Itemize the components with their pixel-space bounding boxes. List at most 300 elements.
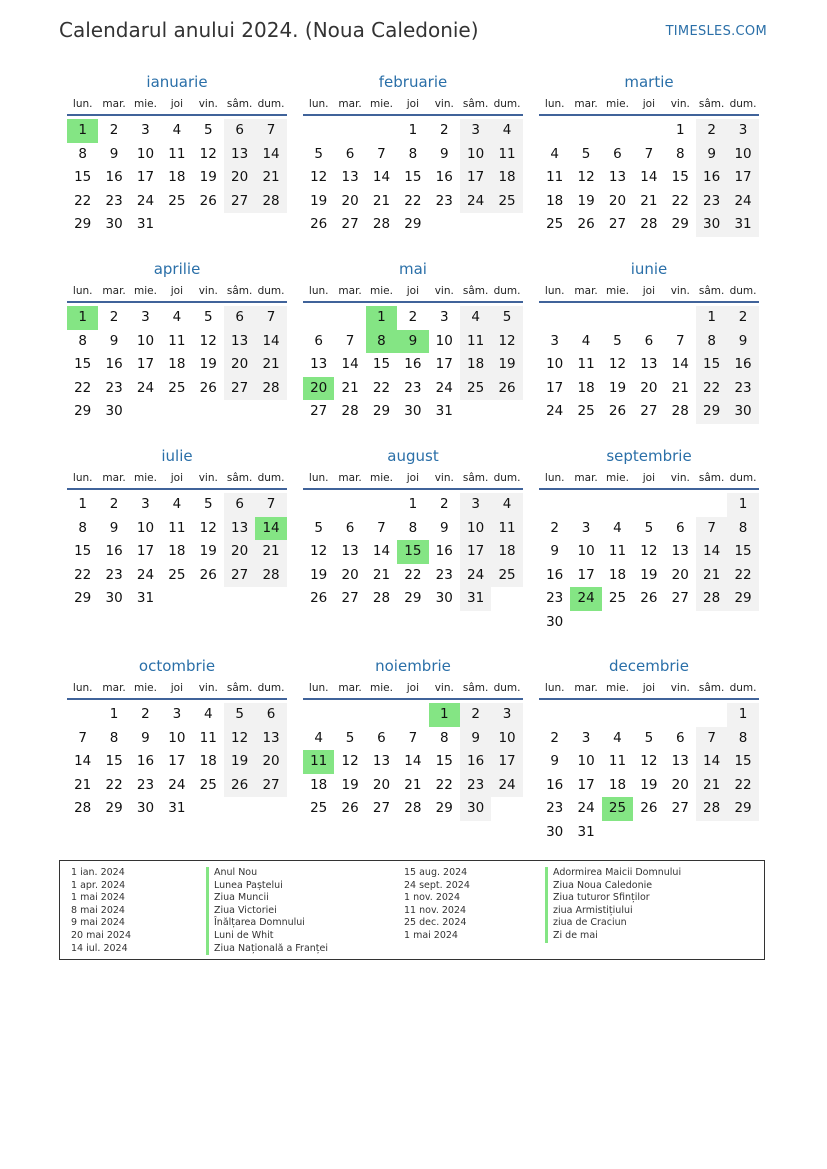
day-cell: 26 xyxy=(640,590,658,607)
day-cell: 5 xyxy=(644,729,654,746)
day-cell: 2 xyxy=(109,309,119,325)
day-cell: 18 xyxy=(577,379,595,396)
day-cell: 28 xyxy=(74,800,92,817)
month-name: noiembrie xyxy=(375,657,451,675)
day-cell: 15 xyxy=(671,169,689,186)
day-cell: 27 xyxy=(608,216,627,233)
day-cell: 4 xyxy=(460,306,491,330)
empty-cell xyxy=(633,119,664,143)
day-cell: 5 xyxy=(224,703,255,727)
day-cell: 10 xyxy=(577,543,595,560)
empty-cell xyxy=(334,703,365,727)
empty-cell xyxy=(633,703,664,727)
day-cell: 19 xyxy=(640,776,658,793)
day-cell: 22 xyxy=(696,377,727,401)
day-cell: 30 xyxy=(727,400,758,424)
month-august xyxy=(303,444,523,611)
day-cell: 13 xyxy=(671,543,689,560)
empty-cell xyxy=(397,703,428,727)
day-cell: 19 xyxy=(491,353,522,377)
day-cell: 25 xyxy=(168,192,186,209)
weekday-label: dum. xyxy=(257,285,285,297)
day-cell: 2 xyxy=(439,122,449,138)
day-cell: 20 xyxy=(341,192,359,209)
month-name: iulie xyxy=(161,447,193,465)
weekday-label: vin. xyxy=(670,682,690,694)
day-grid xyxy=(67,493,287,611)
day-cell: 4 xyxy=(172,122,182,138)
day-cell: 10 xyxy=(577,753,595,770)
legend-names-col-2 xyxy=(545,867,681,943)
weekday-label: mar. xyxy=(574,682,598,694)
empty-cell xyxy=(602,306,633,330)
day-cell: 8 xyxy=(78,145,87,162)
empty-cell xyxy=(303,119,334,143)
day-cell: 28 xyxy=(404,800,422,817)
day-cell: 17 xyxy=(577,566,595,583)
holiday-day-cell: 25 xyxy=(602,797,633,821)
day-cell: 13 xyxy=(310,356,328,373)
day-cell: 17 xyxy=(435,356,453,373)
day-grid xyxy=(67,703,287,821)
day-cell: 16 xyxy=(460,750,491,774)
weekday-label: vin. xyxy=(198,285,218,297)
day-cell: 26 xyxy=(199,192,217,209)
day-cell: 15 xyxy=(404,169,422,186)
day-cell: 24 xyxy=(136,566,155,583)
legend-holiday-name: Adormirea Maicii Domnului xyxy=(545,867,681,880)
day-cell: 23 xyxy=(435,566,453,583)
month-name: ianuarie xyxy=(146,73,208,91)
day-cell: 7 xyxy=(377,519,386,536)
weekday-label: lun. xyxy=(72,285,93,297)
day-cell: 3 xyxy=(460,119,491,143)
weekday-label: mie. xyxy=(134,285,157,297)
empty-cell xyxy=(570,306,601,330)
weekday-label: dum. xyxy=(493,682,521,694)
day-cell: 3 xyxy=(141,309,150,325)
day-cell: 11 xyxy=(168,332,186,349)
legend-holiday-name: Ziua Victoriei xyxy=(206,905,328,918)
day-cell: 8 xyxy=(675,145,685,162)
holiday-legend xyxy=(59,860,765,960)
day-cell: 17 xyxy=(168,753,186,770)
day-cell: 13 xyxy=(341,543,359,560)
holiday-day-cell: 11 xyxy=(303,750,334,774)
day-cell: 18 xyxy=(199,753,217,770)
day-cell: 15 xyxy=(74,543,92,560)
weekday-label: sâm. xyxy=(462,472,489,484)
day-cell: 31 xyxy=(577,823,595,840)
day-cell: 2 xyxy=(550,519,559,536)
day-cell: 20 xyxy=(224,166,255,190)
weekday-label: dum. xyxy=(729,98,757,110)
empty-cell xyxy=(665,493,696,517)
day-cell: 1 xyxy=(408,496,418,512)
month-name: decembrie xyxy=(609,657,689,675)
day-cell: 11 xyxy=(577,356,595,373)
day-cell: 7 xyxy=(675,332,685,349)
day-cell: 24 xyxy=(577,800,595,817)
day-cell: 2 xyxy=(439,496,449,512)
day-grid xyxy=(539,306,759,424)
holiday-day-cell: 1 xyxy=(67,306,98,330)
day-cell: 15 xyxy=(727,540,758,564)
day-cell: 2 xyxy=(109,122,119,138)
day-cell: 10 xyxy=(136,332,155,349)
day-cell: 8 xyxy=(109,729,119,746)
day-cell: 19 xyxy=(199,169,217,186)
day-cell: 8 xyxy=(408,519,418,536)
day-cell: 10 xyxy=(136,519,155,536)
day-cell: 6 xyxy=(224,493,255,517)
day-cell: 18 xyxy=(460,353,491,377)
legend-date: 15 aug. 2024 xyxy=(404,867,468,878)
day-cell: 11 xyxy=(168,145,186,162)
day-cell: 7 xyxy=(377,145,386,162)
day-cell: 8 xyxy=(78,332,87,349)
day-cell: 30 xyxy=(460,797,491,821)
empty-cell xyxy=(633,306,664,330)
day-cell: 27 xyxy=(341,216,359,233)
day-cell: 13 xyxy=(224,143,255,167)
day-cell: 6 xyxy=(224,119,255,143)
day-cell: 28 xyxy=(372,590,391,607)
day-cell: 23 xyxy=(404,379,422,396)
legend-dates-col-2 xyxy=(404,867,470,943)
weekday-label: dum. xyxy=(257,682,285,694)
day-cell: 21 xyxy=(255,353,286,377)
month-noiembrie xyxy=(303,654,523,821)
empty-cell xyxy=(67,703,98,727)
day-cell: 4 xyxy=(550,145,559,162)
day-cell: 24 xyxy=(136,192,155,209)
day-cell: 6 xyxy=(377,729,386,746)
day-cell: 20 xyxy=(341,566,359,583)
day-cell: 9 xyxy=(550,753,559,770)
day-cell: 11 xyxy=(491,517,522,541)
day-cell: 14 xyxy=(372,543,391,560)
legend-holiday-name: ziua Armistițiului xyxy=(545,905,681,918)
legend-date: 25 dec. 2024 xyxy=(404,917,467,929)
weekday-label: vin. xyxy=(198,472,218,484)
weekday-label: vin. xyxy=(198,98,218,110)
day-cell: 12 xyxy=(310,169,328,186)
day-cell: 27 xyxy=(310,403,328,420)
brand-link[interactable]: TIMESLES.COM xyxy=(665,24,767,39)
day-cell: 7 xyxy=(78,729,87,746)
day-cell: 29 xyxy=(435,800,453,817)
day-cell: 23 xyxy=(435,192,453,209)
day-cell: 19 xyxy=(341,776,359,793)
day-cell: 12 xyxy=(608,356,627,373)
day-cell: 13 xyxy=(640,356,658,373)
day-cell: 23 xyxy=(105,192,123,209)
day-cell: 24 xyxy=(435,379,453,396)
day-cell: 24 xyxy=(136,379,155,396)
day-cell: 26 xyxy=(608,403,627,420)
weekday-label: lun. xyxy=(544,682,565,694)
day-cell: 2 xyxy=(727,306,758,330)
empty-cell xyxy=(303,493,334,517)
weekday-label: dum. xyxy=(493,285,521,297)
day-cell: 18 xyxy=(491,166,522,190)
day-cell: 30 xyxy=(105,590,123,607)
weekday-label: vin. xyxy=(434,472,454,484)
legend-holiday-name: Anul Nou xyxy=(206,867,328,880)
weekday-label: lun. xyxy=(308,472,329,484)
empty-cell xyxy=(665,306,696,330)
weekday-header xyxy=(539,468,759,490)
day-cell: 1 xyxy=(727,703,758,727)
month-octombrie xyxy=(67,654,287,821)
day-cell: 6 xyxy=(345,519,355,536)
weekday-label: mar. xyxy=(338,472,362,484)
weekday-label: mar. xyxy=(338,98,362,110)
weekday-label: lun. xyxy=(72,472,93,484)
empty-cell xyxy=(539,119,570,143)
month-ianuarie xyxy=(67,70,287,237)
day-cell: 27 xyxy=(671,800,689,817)
day-cell: 31 xyxy=(168,800,186,817)
day-cell: 13 xyxy=(224,517,255,541)
day-cell: 21 xyxy=(696,564,727,588)
day-cell: 5 xyxy=(314,145,323,162)
day-cell: 23 xyxy=(727,377,758,401)
day-cell: 6 xyxy=(613,145,622,162)
day-cell: 17 xyxy=(460,166,491,190)
weekday-label: lun. xyxy=(544,285,565,297)
empty-cell xyxy=(570,703,601,727)
empty-cell xyxy=(696,703,727,727)
legend-date: 11 nov. 2024 xyxy=(404,904,467,916)
day-grid xyxy=(539,493,759,635)
day-cell: 16 xyxy=(727,353,758,377)
empty-cell xyxy=(366,119,397,143)
day-cell: 23 xyxy=(136,776,155,793)
day-cell: 15 xyxy=(372,356,391,373)
weekday-label: mar. xyxy=(574,472,598,484)
day-cell: 29 xyxy=(74,590,92,607)
day-cell: 29 xyxy=(404,216,422,233)
day-cell: 21 xyxy=(671,379,689,396)
day-cell: 12 xyxy=(199,145,217,162)
day-cell: 21 xyxy=(255,166,286,190)
day-cell: 1 xyxy=(78,496,87,512)
day-cell: 21 xyxy=(696,774,727,798)
legend-holiday-name: Ziua Noua Caledonie xyxy=(545,880,681,893)
day-cell: 30 xyxy=(105,403,123,420)
day-cell: 25 xyxy=(491,190,522,214)
day-cell: 12 xyxy=(310,543,328,560)
day-cell: 15 xyxy=(105,753,123,770)
day-cell: 28 xyxy=(255,564,286,588)
day-cell: 19 xyxy=(310,192,328,209)
day-cell: 8 xyxy=(727,727,758,751)
day-cell: 25 xyxy=(491,564,522,588)
day-cell: 4 xyxy=(491,493,522,517)
weekday-label: mie. xyxy=(134,98,157,110)
day-cell: 27 xyxy=(640,403,658,420)
day-cell: 6 xyxy=(314,332,323,349)
day-cell: 16 xyxy=(546,566,564,583)
weekday-header xyxy=(67,281,287,303)
day-cell: 9 xyxy=(141,729,150,746)
day-cell: 17 xyxy=(491,750,522,774)
day-cell: 7 xyxy=(345,332,355,349)
day-cell: 5 xyxy=(314,519,323,536)
day-cell: 31 xyxy=(460,587,491,611)
day-cell: 24 xyxy=(491,774,522,798)
empty-cell xyxy=(539,703,570,727)
day-cell: 15 xyxy=(435,753,453,770)
day-cell: 26 xyxy=(310,590,328,607)
legend-holiday-name: Înălțarea Domnului xyxy=(206,917,328,930)
day-cell: 23 xyxy=(105,566,123,583)
day-cell: 13 xyxy=(671,753,689,770)
day-cell: 3 xyxy=(141,496,150,512)
month-iunie xyxy=(539,257,759,424)
month-aprilie xyxy=(67,257,287,424)
weekday-label: vin. xyxy=(434,98,454,110)
weekday-label: dum. xyxy=(729,472,757,484)
day-cell: 19 xyxy=(640,566,658,583)
day-cell: 8 xyxy=(696,330,727,354)
weekday-label: joi xyxy=(642,98,655,110)
day-cell: 5 xyxy=(613,332,622,349)
day-cell: 14 xyxy=(255,143,286,167)
day-cell: 12 xyxy=(199,332,217,349)
day-cell: 2 xyxy=(109,496,119,512)
day-cell: 26 xyxy=(310,216,328,233)
weekday-label: sâm. xyxy=(226,98,253,110)
empty-cell xyxy=(303,306,334,330)
weekday-header xyxy=(303,94,523,116)
weekday-label: sâm. xyxy=(226,472,253,484)
day-cell: 26 xyxy=(199,379,217,396)
day-cell: 9 xyxy=(727,330,758,354)
day-cell: 13 xyxy=(372,753,391,770)
weekday-label: mar. xyxy=(102,472,126,484)
weekday-label: sâm. xyxy=(226,682,253,694)
day-cell: 3 xyxy=(581,519,591,536)
holiday-day-cell: 1 xyxy=(67,119,98,143)
day-cell: 28 xyxy=(255,190,286,214)
weekday-label: lun. xyxy=(308,98,329,110)
day-cell: 9 xyxy=(550,543,559,560)
day-cell: 16 xyxy=(105,356,123,373)
day-cell: 31 xyxy=(136,216,155,233)
day-cell: 22 xyxy=(372,379,391,396)
day-grid xyxy=(539,703,759,845)
day-cell: 5 xyxy=(581,145,591,162)
day-cell: 16 xyxy=(696,166,727,190)
day-cell: 28 xyxy=(341,403,359,420)
day-cell: 29 xyxy=(671,216,689,233)
day-cell: 22 xyxy=(404,566,422,583)
day-cell: 28 xyxy=(255,377,286,401)
weekday-header xyxy=(539,94,759,116)
day-cell: 9 xyxy=(439,519,449,536)
month-name: martie xyxy=(624,73,674,91)
day-cell: 22 xyxy=(74,379,92,396)
day-cell: 11 xyxy=(491,143,522,167)
day-cell: 5 xyxy=(345,729,355,746)
day-cell: 27 xyxy=(224,190,255,214)
day-cell: 1 xyxy=(727,493,758,517)
day-cell: 15 xyxy=(74,356,92,373)
holiday-day-cell: 20 xyxy=(303,377,334,401)
weekday-label: mie. xyxy=(370,285,393,297)
holiday-day-cell: 15 xyxy=(397,540,428,564)
day-cell: 14 xyxy=(404,753,422,770)
day-cell: 31 xyxy=(435,403,453,420)
day-cell: 22 xyxy=(74,566,92,583)
day-cell: 11 xyxy=(608,543,627,560)
day-grid xyxy=(303,119,523,237)
day-cell: 21 xyxy=(341,379,359,396)
day-cell: 31 xyxy=(136,590,155,607)
day-cell: 19 xyxy=(310,566,328,583)
day-cell: 14 xyxy=(341,356,359,373)
day-cell: 16 xyxy=(136,753,155,770)
weekday-label: joi xyxy=(642,472,655,484)
day-cell: 18 xyxy=(491,540,522,564)
weekday-label: lun. xyxy=(72,682,93,694)
day-grid xyxy=(539,119,759,237)
day-cell: 29 xyxy=(74,403,92,420)
legend-date: 1 apr. 2024 xyxy=(71,879,126,891)
weekday-label: joi xyxy=(642,285,655,297)
day-cell: 30 xyxy=(136,800,155,817)
day-cell: 26 xyxy=(577,216,595,233)
weekday-label: mar. xyxy=(338,285,362,297)
weekday-label: vin. xyxy=(670,472,690,484)
day-cell: 20 xyxy=(255,750,286,774)
legend-date: 20 mai 2024 xyxy=(71,929,132,941)
day-cell: 9 xyxy=(439,145,449,162)
day-cell: 29 xyxy=(696,400,727,424)
day-cell: 17 xyxy=(136,169,155,186)
day-cell: 21 xyxy=(640,192,658,209)
day-cell: 19 xyxy=(199,356,217,373)
day-cell: 26 xyxy=(199,566,217,583)
day-cell: 10 xyxy=(435,332,453,349)
weekday-label: mar. xyxy=(338,682,362,694)
day-cell: 15 xyxy=(696,353,727,377)
day-cell: 27 xyxy=(224,564,255,588)
day-cell: 14 xyxy=(255,330,286,354)
weekday-label: dum. xyxy=(729,682,757,694)
weekday-label: lun. xyxy=(308,285,329,297)
day-cell: 9 xyxy=(696,143,727,167)
day-cell: 14 xyxy=(372,169,391,186)
day-cell: 1 xyxy=(696,306,727,330)
day-cell: 26 xyxy=(224,774,255,798)
weekday-label: joi xyxy=(406,98,419,110)
day-cell: 3 xyxy=(550,332,559,349)
day-cell: 4 xyxy=(613,519,622,536)
day-cell: 29 xyxy=(372,403,391,420)
day-cell: 3 xyxy=(439,309,449,325)
weekday-label: mie. xyxy=(370,682,393,694)
day-cell: 29 xyxy=(727,797,758,821)
weekday-label: lun. xyxy=(544,98,565,110)
day-cell: 17 xyxy=(546,379,564,396)
legend-date: 24 sept. 2024 xyxy=(404,879,470,891)
day-grid xyxy=(303,703,523,821)
weekday-label: mie. xyxy=(134,472,157,484)
